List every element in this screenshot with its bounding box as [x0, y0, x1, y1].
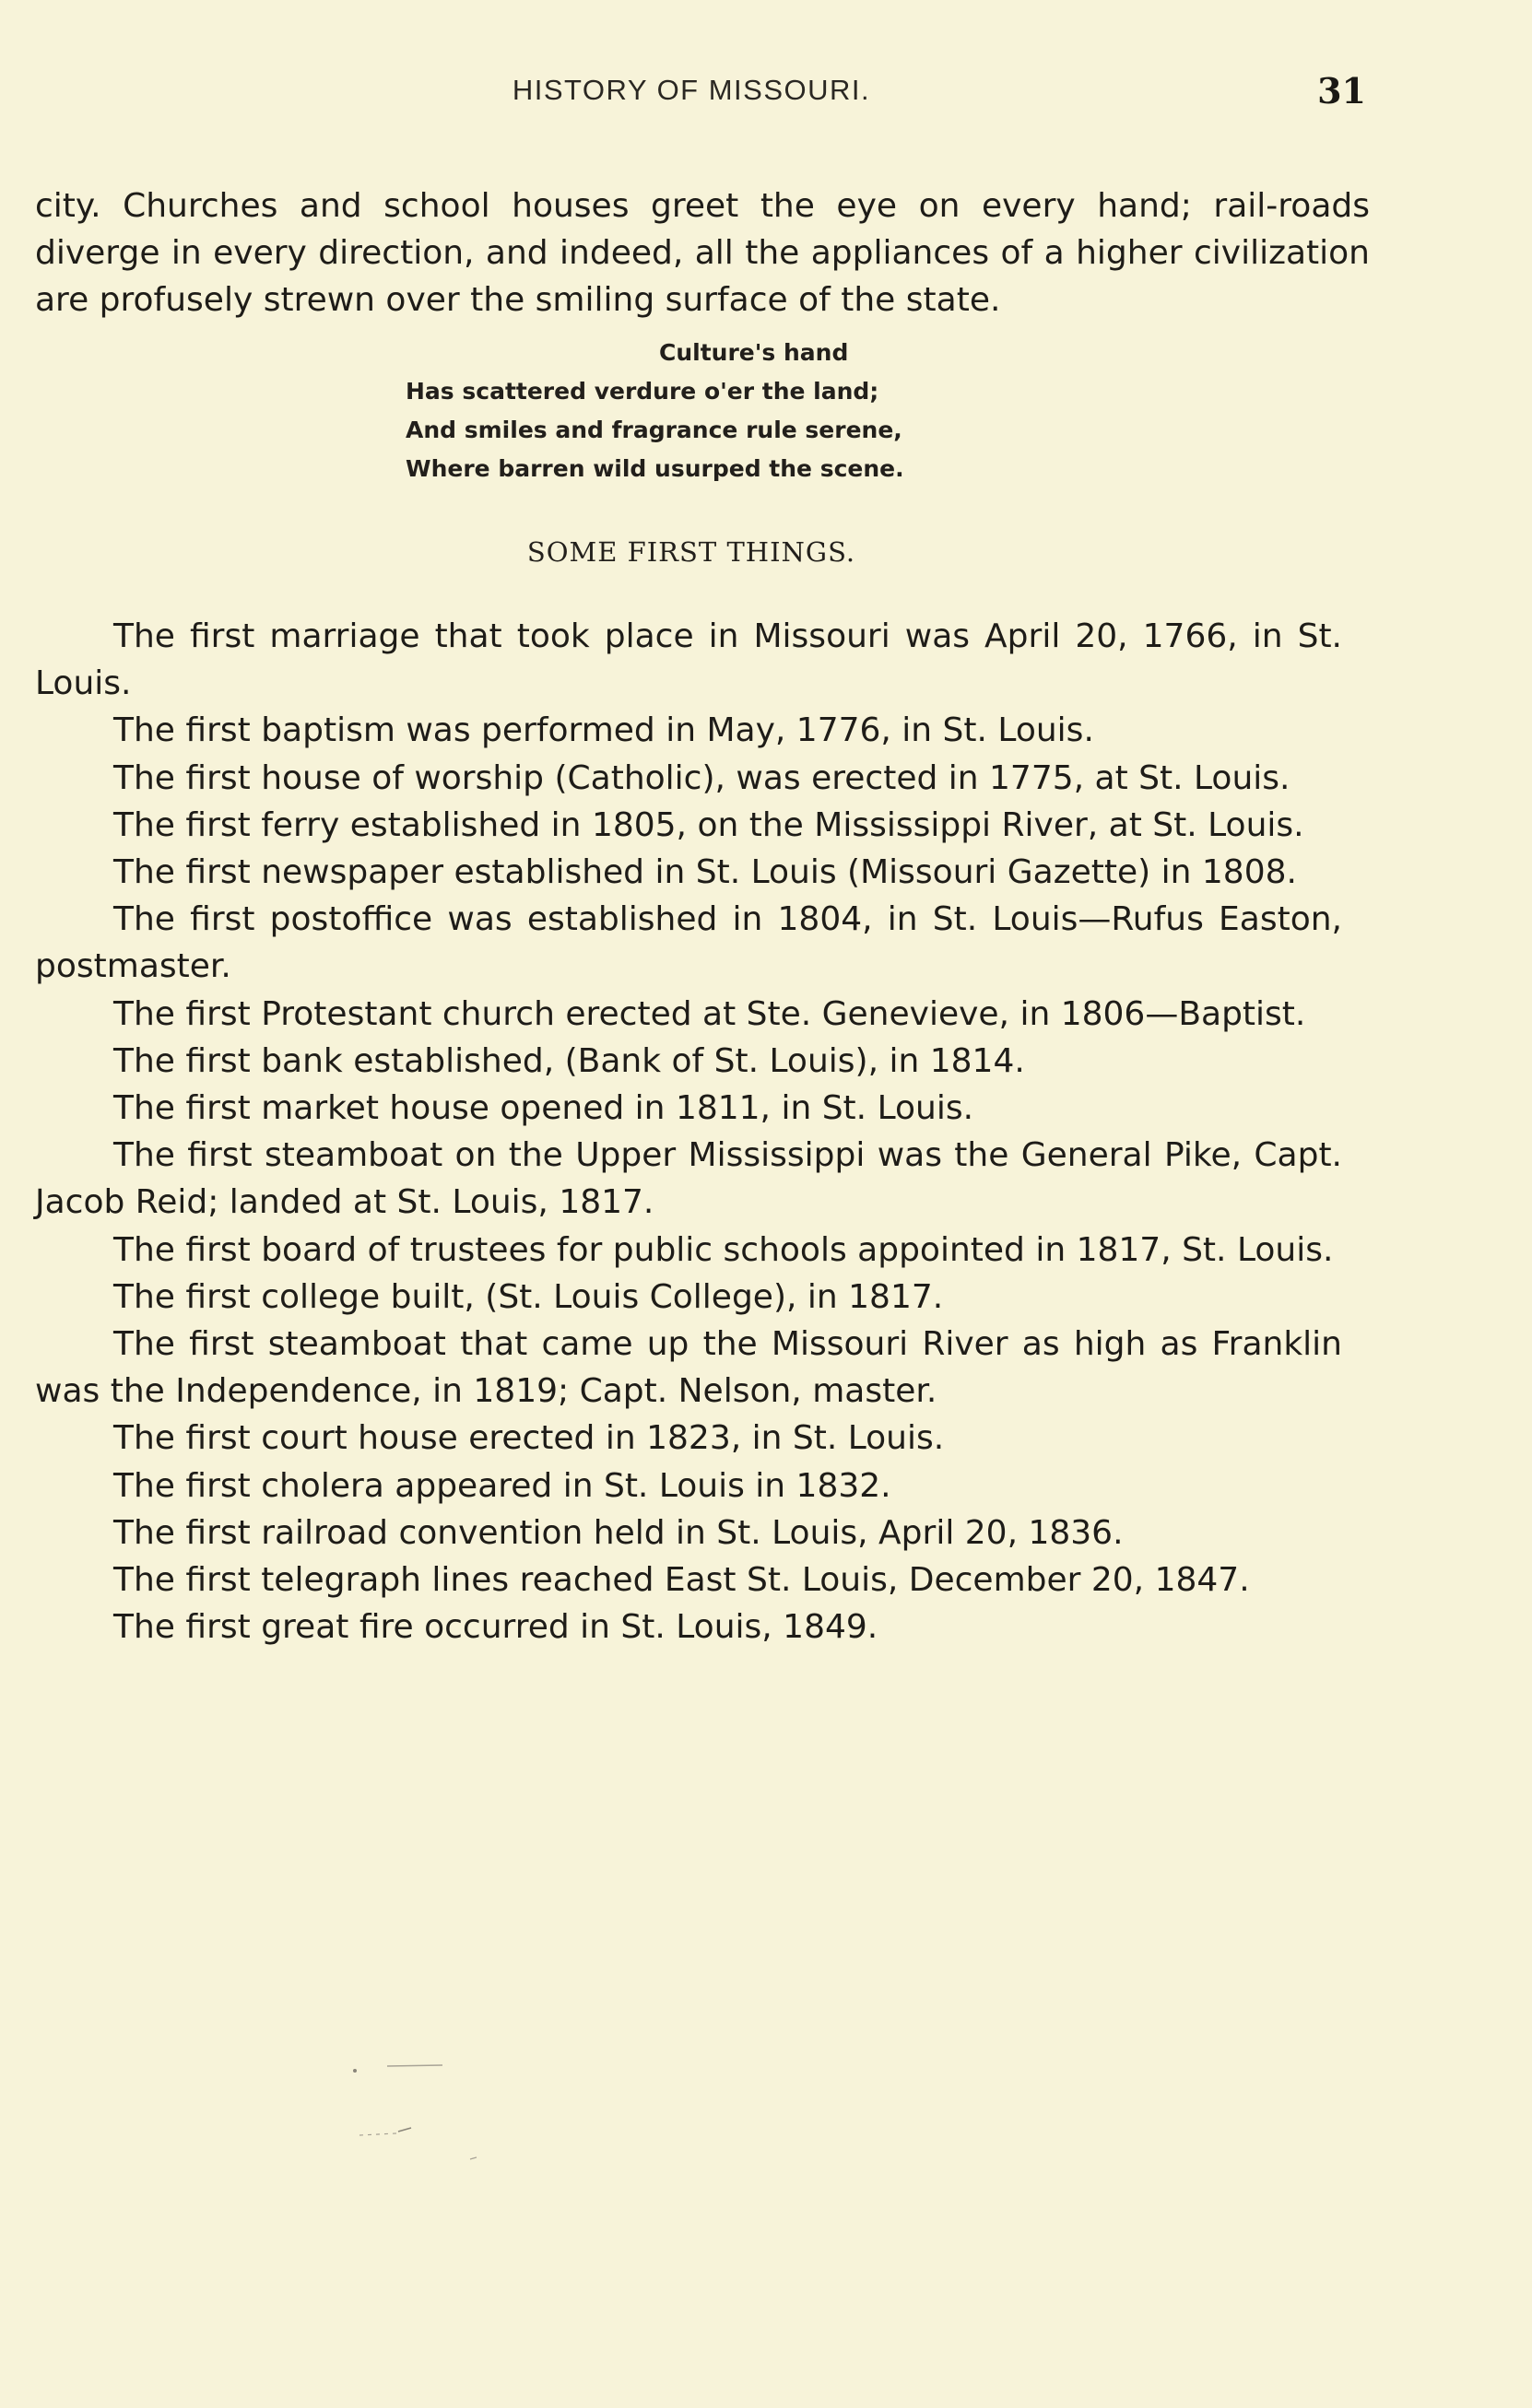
first-thing-entry: The first marriage that took place in Missouri was April 20, 1766, in St. Louis.	[35, 617, 1342, 703]
first-thing-entry: The first court house erected in 1823, in St. Louis.	[113, 1419, 945, 1458]
first-thing-entry: The first college built, (St. Louis College), in 1817.	[113, 1277, 944, 1316]
first-thing-entry: The first baptism was performed in May, 1776, in St. Louis.	[113, 711, 1094, 750]
opening-paragraph: city. Churches and school houses greet the eye on every hand; rail-roads diverge in every direction, and indeed, all the appliances of a higher civilization are profusely strewn over the smiling surface of the state.	[35, 187, 1370, 319]
verse-line: Where barren wild usurped the scene.	[406, 455, 904, 482]
page-number: 31	[1317, 70, 1366, 112]
first-thing-entry: The first ferry established in 1805, on the Mississippi River, at St. Louis.	[113, 805, 1304, 844]
paper-speck	[387, 2065, 442, 2066]
paper-speck	[353, 2069, 357, 2073]
first-thing-entry: The first railroad convention held in St. Louis, April 20, 1836.	[113, 1513, 1124, 1552]
running-title: HISTORY OF MISSOURI.	[512, 74, 871, 106]
first-thing-entry: The first great fire occurred in St. Louis, 1849.	[113, 1608, 878, 1647]
section-heading: SOME FIRST THINGS.	[526, 536, 856, 568]
first-thing-entry: The first market house opened in 1811, in St. Louis.	[113, 1089, 974, 1128]
first-thing-entry: The first postoffice was established in 1804, in St. Louis—Rufus Easton, postmaster.	[35, 900, 1342, 986]
first-thing-entry: The first newspaper established in St. Louis (Missouri Gazette) in 1808.	[113, 853, 1297, 892]
first-thing-entry: The first telegraph lines reached East St. Louis, December 20, 1847.	[113, 1561, 1250, 1600]
paper-speck	[359, 2133, 396, 2135]
verse-line: And smiles and fragrance rule serene,	[406, 417, 902, 443]
verse-stanza	[406, 334, 904, 488]
verse-line: Has scattered verdure o'er the land;	[406, 378, 879, 405]
first-things-list	[35, 613, 1342, 1650]
verse-line: Culture's hand	[659, 339, 849, 366]
first-thing-entry: The first steamboat on the Upper Mississippi was the General Pike, Capt. Jacob Reid; landed at St. Louis, 1817.	[35, 1136, 1342, 1222]
paper-speck	[398, 2128, 411, 2132]
first-thing-entry: The first house of worship (Catholic), was erected in 1775, at St. Louis.	[113, 758, 1290, 797]
first-thing-entry: The first cholera appeared in St. Louis in 1832.	[113, 1466, 891, 1505]
first-thing-entry: The first Protestant church erected at Ste. Genevieve, in 1806—Baptist.	[113, 994, 1306, 1033]
first-thing-entry: The first bank established, (Bank of St. Louis), in 1814.	[113, 1041, 1025, 1080]
paper-specks	[350, 2050, 719, 2161]
running-head	[0, 70, 1532, 112]
first-thing-entry: The first steamboat that came up the Missouri River as high as Franklin was the Independence, in 1819; Capt. Nelson, master.	[35, 1325, 1342, 1411]
paper-speck	[470, 2157, 477, 2159]
first-thing-entry: The first board of trustees for public schools appointed in 1817, St. Louis.	[113, 1230, 1334, 1269]
